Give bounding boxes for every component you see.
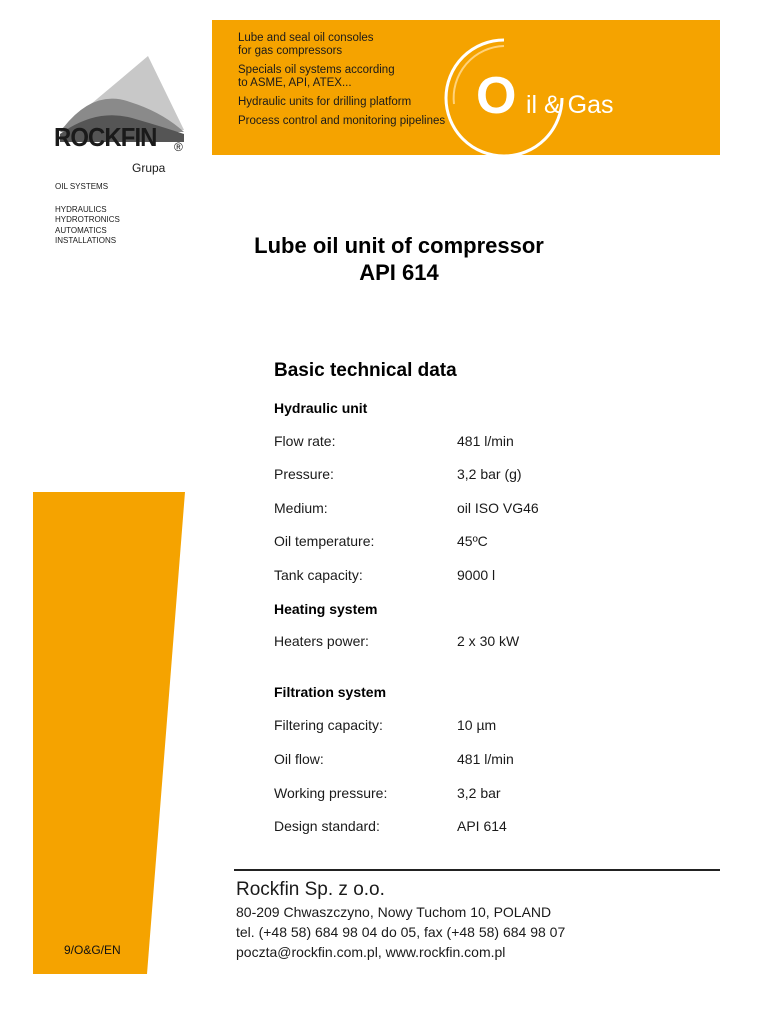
subsection-filtration: Filtration system: [274, 684, 387, 700]
banner-item: [238, 64, 445, 90]
spec-value: 2 x 30 kW: [457, 633, 520, 649]
division-heading: OIL SYSTEMS: [55, 182, 109, 191]
spec-label: Oil temperature:: [274, 533, 375, 549]
banner-item-line: Hydraulic units for drilling platform: [238, 96, 412, 108]
spec-label: Working pressure:: [274, 785, 388, 801]
banner-product-list: [238, 32, 445, 134]
subsection-hydraulic: Hydraulic unit: [274, 400, 368, 416]
spec-value: oil ISO VG46: [457, 500, 539, 516]
spec-label: Tank capacity:: [274, 567, 363, 583]
spec-value: 10 µm: [457, 717, 497, 733]
division-item: HYDROTRONICS: [55, 215, 120, 224]
spec-value: 481 l/min: [457, 751, 514, 767]
spec-label: Flow rate:: [274, 433, 336, 449]
spec-value: 3,2 bar: [457, 785, 501, 801]
subsection-heating: Heating system: [274, 601, 378, 617]
title-line: API 614: [359, 260, 439, 285]
spec-label: Pressure:: [274, 466, 334, 482]
spec-value: 45ºC: [457, 533, 488, 549]
spec-value: 3,2 bar (g): [457, 466, 522, 482]
logo-wordmark: ROCKFIN: [54, 122, 157, 152]
division-item: HYDRAULICS: [55, 204, 107, 214]
spec-label: Filtering capacity:: [274, 717, 383, 733]
banner-item: [238, 115, 445, 128]
spec-label: Medium:: [274, 500, 328, 516]
banner-item: [238, 32, 445, 58]
banner-item-line: Lube and seal oil consoles: [238, 32, 374, 44]
footer-contact: [236, 878, 565, 962]
document-title: [0, 232, 768, 286]
title-line: Lube oil unit of compressor: [254, 233, 544, 258]
spec-label: Design standard:: [274, 818, 380, 834]
banner-item-line: Process control and monitoring pipelines: [238, 115, 446, 127]
spec-value: API 614: [457, 818, 507, 834]
spec-label: Oil flow:: [274, 751, 324, 767]
registered-mark: ®: [174, 140, 183, 154]
banner-item-line: Specials oil systems according: [238, 64, 395, 76]
document-code: 9/O&G/EN: [64, 943, 121, 957]
company-phone: tel. (+48 58) 684 98 04 do 05, fax (+48 58) 684 98 07: [236, 924, 566, 940]
banner-item-line: for gas compressors: [238, 45, 343, 57]
oil-gas-logo-text: il & Gas: [526, 91, 614, 119]
rockfin-logo-icon: [52, 52, 192, 172]
spec-value: 9000 l: [457, 567, 496, 583]
company-web: poczta@rockfin.com.pl, www.rockfin.com.pl: [236, 944, 506, 960]
division-item: AUTOMATICS: [55, 225, 107, 235]
footer-divider: [234, 869, 720, 871]
banner-item: [238, 96, 445, 109]
company-name: Rockfin Sp. z o.o.: [236, 879, 385, 900]
spec-label: Heaters power:: [274, 633, 369, 649]
header-banner: [212, 20, 720, 155]
oil-gas-logo-letter: O: [476, 67, 517, 125]
side-accent-bar: [33, 492, 185, 974]
section-heading: Basic technical data: [274, 360, 457, 381]
logo-subtitle: Grupa: [132, 161, 166, 175]
division-item: INSTALLATIONS: [55, 236, 117, 245]
spec-value: 481 l/min: [457, 433, 514, 449]
company-address: 80-209 Chwaszczyno, Nowy Tuchom 10, POLAND: [236, 904, 552, 920]
banner-item-line: to ASME, API, ATEX...: [238, 77, 352, 89]
